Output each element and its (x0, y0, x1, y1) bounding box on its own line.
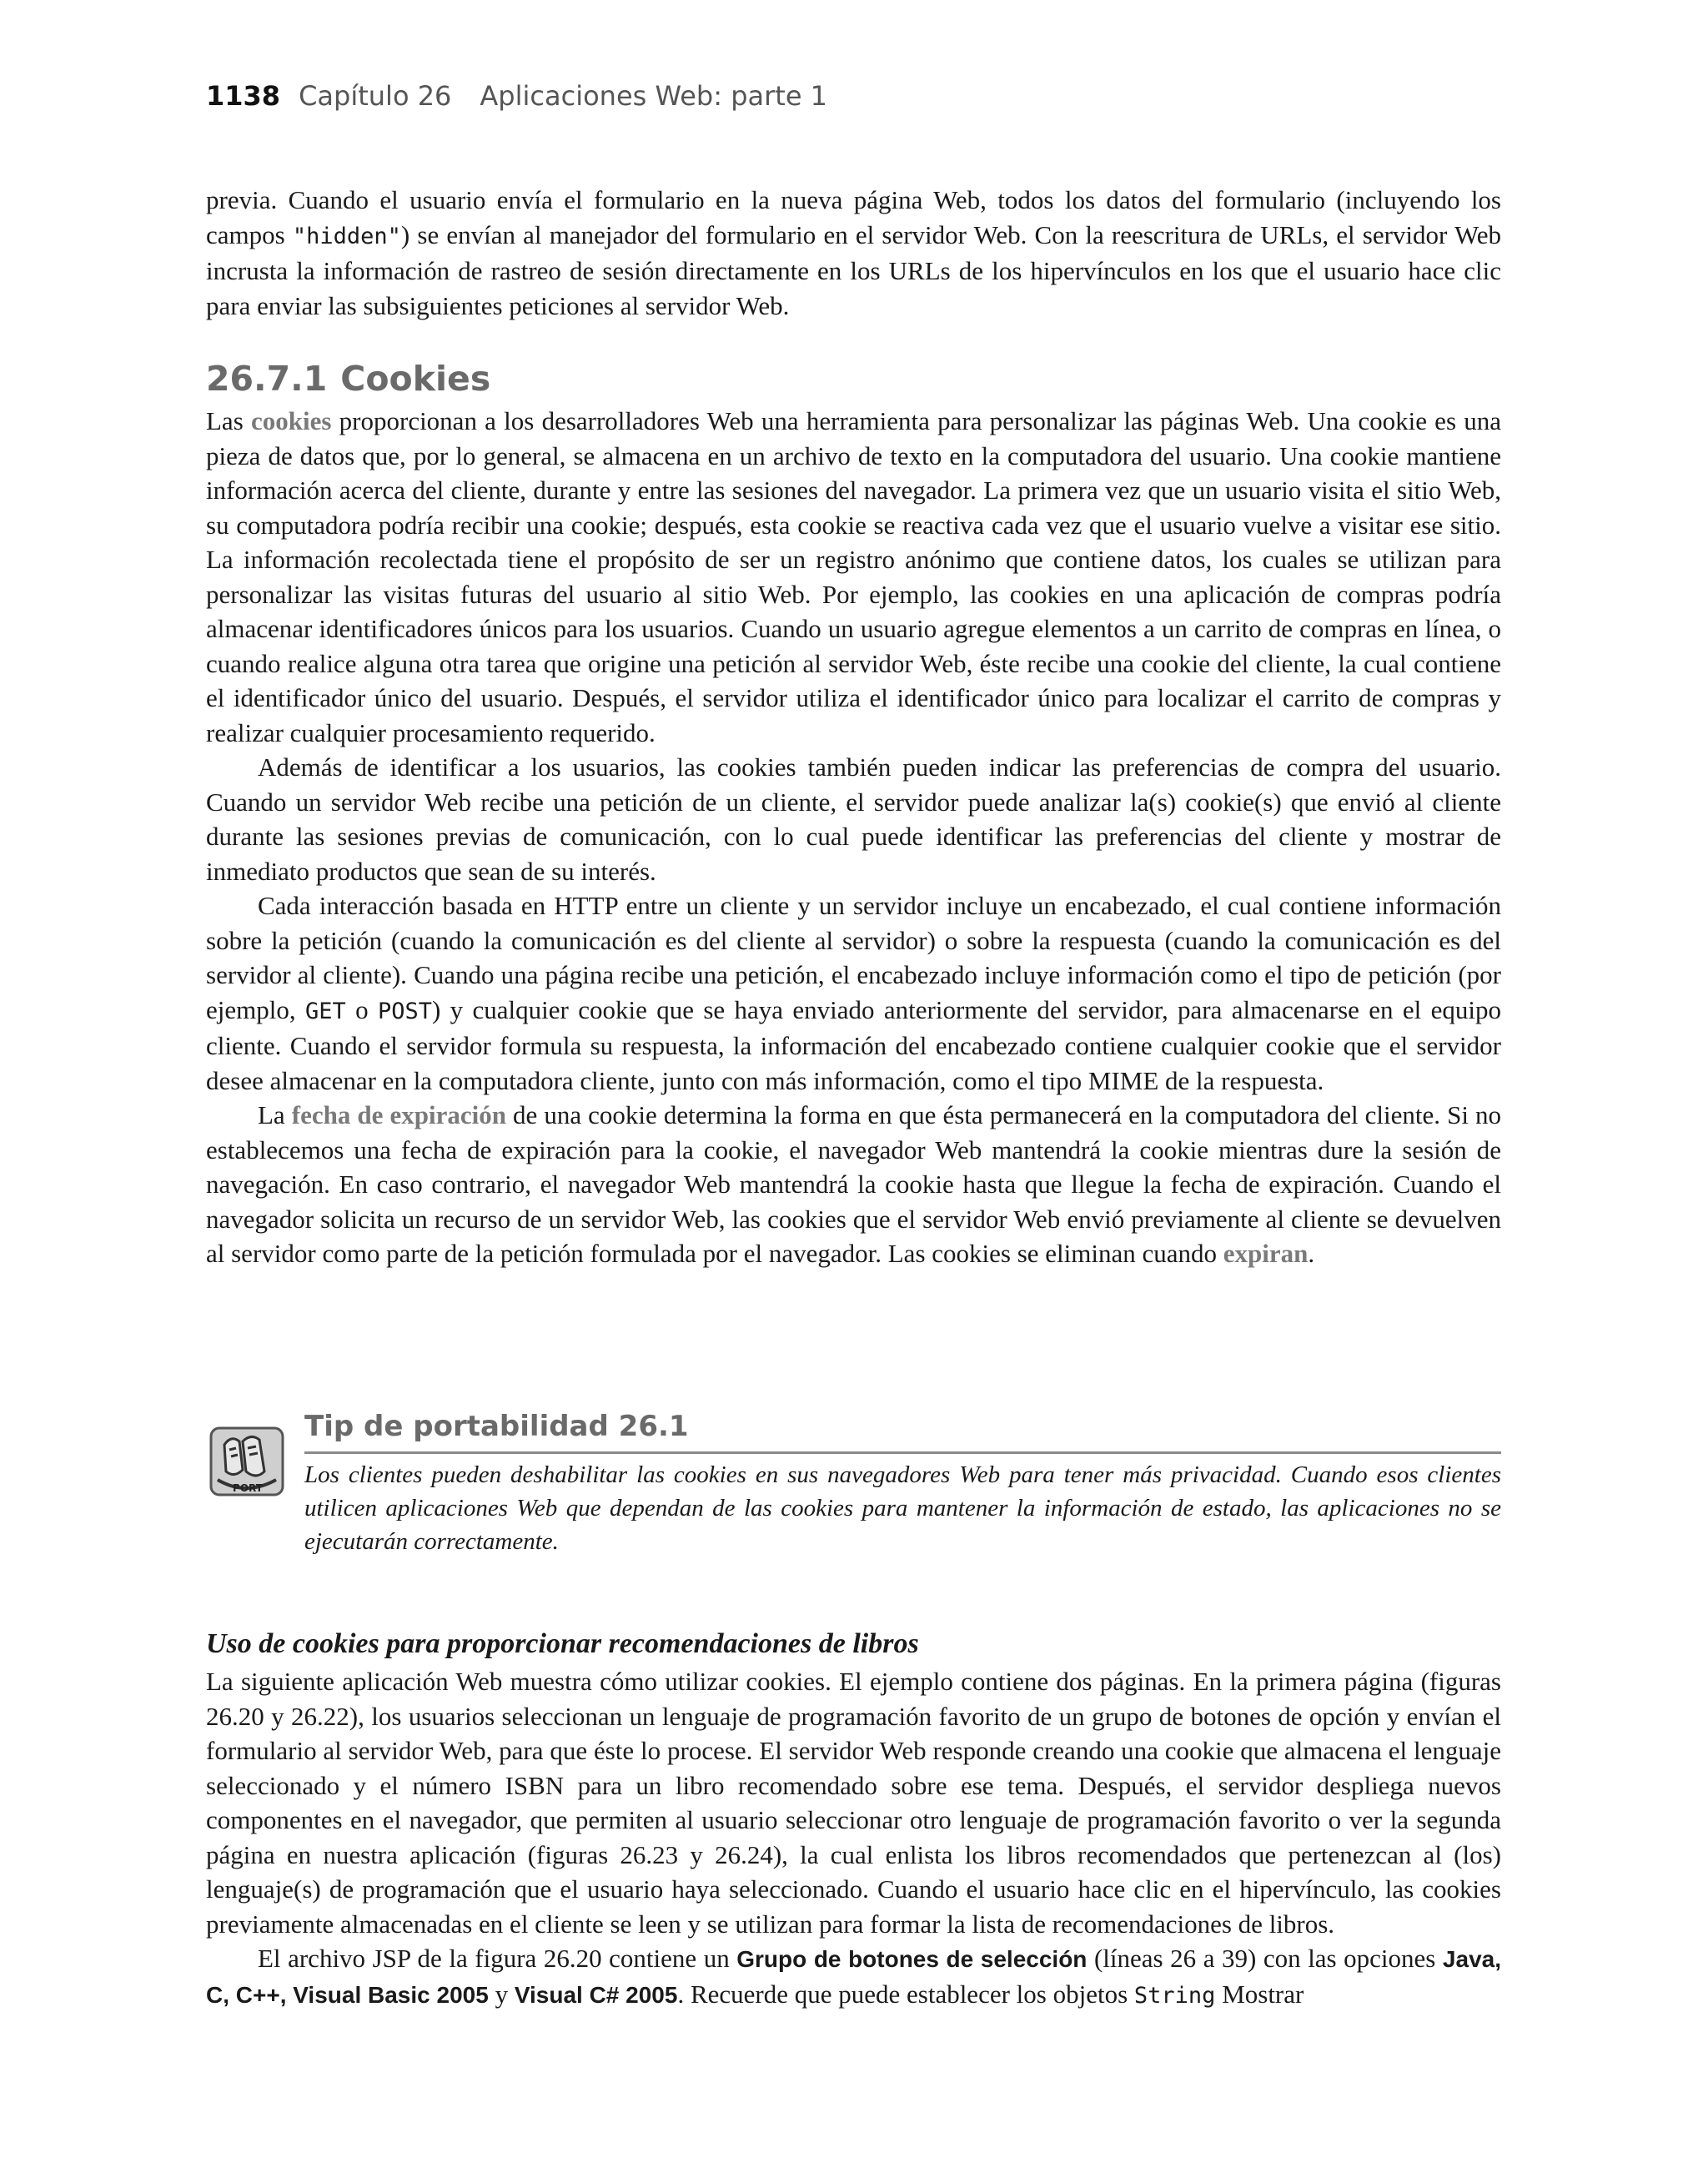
cookies-paragraph-2: Además de identificar a los usuarios, las cookies también pueden indicar las preferencias de compra del usuario. Cuando un servidor Web recibe una petición de un cliente, el servidor puede analizar la(s) cookie(s) que envió al cliente durante las sesiones previas de comunicación, con lo cual puede identificar las preferencias del cliente y mostrar de inmediato productos que sean de su interés. (206, 752, 1501, 886)
text-run: Las (206, 406, 251, 435)
portability-tip-icon (206, 1420, 288, 1501)
svg-text:PORT: PORT (233, 1482, 263, 1494)
text-run: . (1308, 1239, 1315, 1268)
text-run: previa. Cuando el usuario envía el formulario en la nueva página Web, todos los datos del formulario (incluyendo los campos (206, 185, 1501, 249)
text-run: Cada interacción basada en HTTP entre un cliente y un servidor incluye un encabezado, el cual contiene información sobre la petición (cuando la comunicación es del cliente al servidor) o sobre la respuesta (cuando la comunicación es del servidor al cliente). Cuando una página recibe una petición, el encabezado incluye información como el tipo de petición (por ejemplo, (206, 891, 1501, 1024)
text-run: ) y cualquier cookie que se haya enviado anteriormente del servidor, para almacenarse en el equipo cliente. Cuando el servidor formula su respuesta, la información del encabezado contiene cualquier cookie que el servidor desee almacenar en la computadora cliente, junto con más información, como el tipo MIME de la respuesta. (206, 994, 1501, 1095)
intro-paragraph (206, 183, 1501, 323)
tip-text: Los clientes pueden deshabilitar las cookies en sus navegadores Web para tener más privacidad. Cuando esos clientes utilicen aplicaciones Web que dependan de las cookies para mantener la información de estado, las aplicaciones no se ejecutarán correctamente. (304, 1461, 1501, 1555)
books-paragraph-2 (206, 1941, 1501, 2013)
portability-tip-box (206, 1410, 1501, 1568)
subsection-heading: Uso de cookies para proporcionar recomendaciones de libros (206, 1628, 919, 1659)
chapter-label: Capítulo 26 (299, 80, 452, 112)
text-run: ) se envían al manejador del formulario en el servidor Web. Con la reescritura de URLs, el servidor Web incrusta la información de rastreo de sesión directamente en los URLs de los hipervínculos en los que el usuario hace clic para enviar las subsiguientes peticiones al servidor Web. (206, 219, 1501, 320)
books-paragraph-1: La siguiente aplicación Web muestra cómo utilizar cookies. El ejemplo contiene dos páginas. En la primera página (figuras 26.20 y 26.22), los usuarios seleccionan un lenguaje de programación favorito de un grupo de botones de opción y envían el formulario al servidor Web, para que éste lo procese. El servidor Web responde creando una cookie que almacena el lenguaje seleccionado y el número ISBN para un libro recomendado sobre ese tema. Después, el servidor despliega nuevos componentes en el navegador, que permiten al usuario seleccionar otro lenguaje de programación favorito o ver la segunda página en nuestra aplicación (figuras 26.23 y 26.24), la cual enlista los libros recomendados que pertenezcan al (los) lenguaje(s) de programación que el usuario haya seleccionado. Cuando el usuario hace clic en el hipervínculo, las cookies previamente almacenadas en el cliente se leen y se utilizan para formar la lista de recomendaciones de libros. (206, 1667, 1501, 1939)
code-get: GET (304, 998, 346, 1024)
ui-term-options: Java, C, C++, Visual Basic 2005 (206, 1946, 1501, 2008)
section-title: Cookies (340, 359, 491, 399)
section-heading (206, 359, 490, 399)
running-header (206, 80, 827, 112)
key-term-expiration-date: fecha de expiración (291, 1100, 506, 1129)
ui-term-visual-csharp: Visual C# 2005 (514, 1981, 678, 2008)
text-run: de una cookie determina la forma en que ésta permanecerá en la computadora del cliente. Si no establecemos una fecha de expiración para la cookie, el navegador Web mantendrá la cookie mientras dure la sesión de navegación. En caso contrario, el navegador Web mantendrá la cookie hasta que llegue la fecha de expiración. Cuando el navegador solicita un recurso de un servidor Web, las cookies que el servidor Web envió previamente al cliente se devuelven al servidor como parte de la petición formulada por el navegador. Las cookies se eliminan cuando (206, 1100, 1501, 1268)
ui-term-radio-group: Grupo de botones de selección (736, 1946, 1088, 1972)
text-run: El archivo JSP de la figura 26.20 contiene un (258, 1944, 737, 1973)
text-run: o (345, 994, 378, 1024)
intro-paragraph-block (206, 183, 1501, 323)
cookies-paragraph-3 (206, 888, 1501, 1098)
page-number: 1138 (206, 80, 281, 112)
code-post: POST (377, 998, 432, 1024)
tip-divider (304, 1451, 1501, 1454)
text-run: La (258, 1100, 292, 1129)
cookies-paragraph-1 (206, 404, 1501, 750)
text-run: y (488, 1979, 515, 2009)
cookies-body (206, 404, 1501, 1271)
text-run: proporcionan a los desarrolladores Web una herramienta para personalizar las páginas Web. Una cookie es una pieza de datos que, por lo general, se almacena en un archivo de texto en la computadora del usuario. Una cookie mantiene información acerca del cliente, durante y entre las sesiones del navegador. La primera vez que un usuario visita el sitio Web, su computadora podría recibir una cookie; después, esta cookie se reactiva cada vez que el usuario vuelve a visitar ese sitio. La información recolectada tiene el propósito de ser un registro anónimo que contiene datos, los cuales se utilizan para personalizar las visitas futuras del usuario al sitio Web. Por ejemplo, las cookies en una aplicación de compras podría almacenar identificadores únicos para los usuarios. Cuando un usuario agregue elementos a un carrito de compras en línea, o cuando realice alguna otra tarea que origine una petición al servidor Web, éste recibe una cookie del cliente, la cual contiene el identificador único del usuario. Después, el servidor utiliza el identificador único para localizar el carrito de compras y realizar cualquier procesamiento requerido. (206, 406, 1501, 747)
code-string: String (1133, 1982, 1216, 2009)
text-run: . Recuerde que puede establecer los objetos (677, 1979, 1134, 2009)
section-number: 26.7.1 (206, 359, 328, 399)
chapter-title: Aplicaciones Web: parte 1 (480, 80, 828, 112)
key-term-expire: expiran (1223, 1239, 1309, 1268)
code-hidden: "hidden" (292, 223, 401, 249)
cookies-paragraph-4 (206, 1098, 1501, 1271)
text-run: (líneas 26 a 39) con las opciones (1087, 1944, 1443, 1973)
tip-title: Tip de portabilidad 26.1 (304, 1410, 689, 1443)
text-run: Mostrar (1215, 1979, 1304, 2009)
key-term-cookies: cookies (251, 406, 332, 435)
books-body (206, 1664, 1501, 2013)
